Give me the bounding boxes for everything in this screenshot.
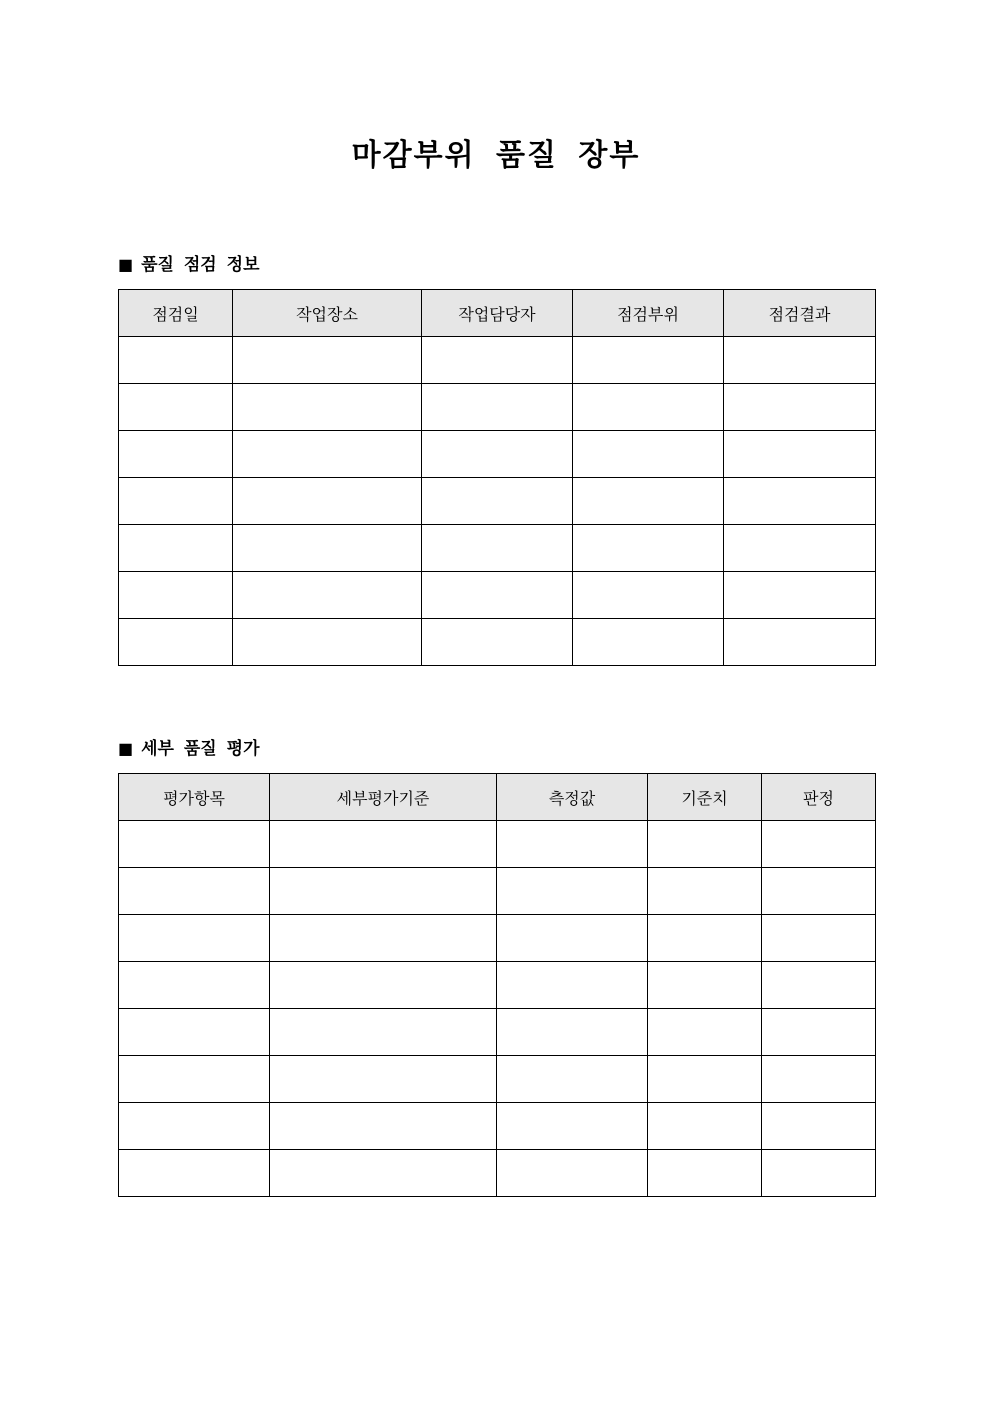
table-cell[interactable]: [233, 384, 422, 431]
table-cell[interactable]: [573, 478, 724, 525]
table-cell[interactable]: [233, 619, 422, 666]
table-cell[interactable]: [119, 868, 270, 915]
table-cell[interactable]: [762, 962, 876, 1009]
table-header-row: [119, 774, 876, 821]
table-row: [119, 1009, 876, 1056]
table-row: [119, 821, 876, 868]
table-cell[interactable]: [119, 619, 233, 666]
table-cell[interactable]: [119, 478, 233, 525]
table-cell[interactable]: [422, 525, 573, 572]
section-heading-label: 품질 점검 정보: [141, 255, 260, 275]
table-cell[interactable]: [270, 868, 497, 915]
table-cell[interactable]: [648, 1009, 762, 1056]
detail-evaluation-table: [118, 773, 876, 1197]
table-cell[interactable]: [724, 431, 876, 478]
table-cell[interactable]: [648, 868, 762, 915]
table-cell[interactable]: [724, 478, 876, 525]
table-cell[interactable]: [233, 525, 422, 572]
table-cell[interactable]: [270, 1056, 497, 1103]
table-cell[interactable]: [762, 1103, 876, 1150]
table-cell[interactable]: [422, 619, 573, 666]
column-header-evaluation-item: 평가항목: [119, 774, 270, 821]
table-cell[interactable]: [762, 1009, 876, 1056]
table-cell[interactable]: [119, 1009, 270, 1056]
table-cell[interactable]: [497, 915, 648, 962]
table-row: [119, 431, 876, 478]
table-cell[interactable]: [119, 337, 233, 384]
table-header-row: [119, 290, 876, 337]
table-cell[interactable]: [648, 915, 762, 962]
table-row: [119, 384, 876, 431]
column-header-measured-value: 측정값: [497, 774, 648, 821]
table-row: [119, 337, 876, 384]
table-cell[interactable]: [648, 1103, 762, 1150]
table-cell[interactable]: [119, 384, 233, 431]
table-cell[interactable]: [573, 572, 724, 619]
table-row: [119, 478, 876, 525]
table-cell[interactable]: [573, 337, 724, 384]
table-row: [119, 868, 876, 915]
table-cell[interactable]: [497, 1009, 648, 1056]
table-cell[interactable]: [724, 572, 876, 619]
table-cell[interactable]: [573, 525, 724, 572]
table-cell[interactable]: [648, 1150, 762, 1197]
column-header-inspection-date: 점검일: [119, 290, 233, 337]
table-cell[interactable]: [233, 572, 422, 619]
table-cell[interactable]: [233, 337, 422, 384]
table-cell[interactable]: [648, 962, 762, 1009]
table-row: [119, 915, 876, 962]
table-cell[interactable]: [422, 337, 573, 384]
table-cell[interactable]: [724, 525, 876, 572]
table-cell[interactable]: [724, 337, 876, 384]
column-header-detail-criteria: 세부평가기준: [270, 774, 497, 821]
column-header-inspected-part: 점검부위: [573, 290, 724, 337]
table-cell[interactable]: [422, 478, 573, 525]
table-cell[interactable]: [724, 384, 876, 431]
table-cell[interactable]: [573, 431, 724, 478]
section-heading-label: 세부 품질 평가: [141, 739, 260, 759]
table-cell[interactable]: [497, 962, 648, 1009]
table-cell[interactable]: [573, 384, 724, 431]
table-cell[interactable]: [270, 1150, 497, 1197]
table-cell[interactable]: [119, 962, 270, 1009]
table-cell[interactable]: [270, 1009, 497, 1056]
table-row: [119, 1056, 876, 1103]
inspection-info-table: [118, 289, 876, 666]
page-title: 마감부위 품질 장부: [351, 138, 641, 173]
table-cell[interactable]: [270, 915, 497, 962]
table-row: [119, 525, 876, 572]
table-cell[interactable]: [762, 1150, 876, 1197]
table-cell[interactable]: [497, 821, 648, 868]
table-cell[interactable]: [119, 821, 270, 868]
column-header-work-location: 작업장소: [233, 290, 422, 337]
table-cell[interactable]: [762, 821, 876, 868]
table-cell[interactable]: [497, 1150, 648, 1197]
table-cell[interactable]: [119, 1103, 270, 1150]
table-cell[interactable]: [233, 431, 422, 478]
table-cell[interactable]: [119, 525, 233, 572]
section-heading-detail-evaluation: [118, 737, 260, 761]
table-cell[interactable]: [648, 1056, 762, 1103]
table-row: [119, 962, 876, 1009]
table-cell[interactable]: [270, 962, 497, 1009]
table-cell[interactable]: [573, 619, 724, 666]
table-cell[interactable]: [422, 572, 573, 619]
table-cell[interactable]: [422, 384, 573, 431]
column-header-inspection-result: 점검결과: [724, 290, 876, 337]
table-cell[interactable]: [497, 1103, 648, 1150]
table-cell[interactable]: [270, 821, 497, 868]
section-heading-inspection-info: [118, 253, 260, 277]
square-bullet-icon: ■: [118, 255, 134, 274]
table-cell[interactable]: [270, 1103, 497, 1150]
table-row: [119, 1150, 876, 1197]
table-cell[interactable]: [119, 1056, 270, 1103]
table-cell[interactable]: [648, 821, 762, 868]
table-cell[interactable]: [724, 619, 876, 666]
column-header-worker-in-charge: 작업담당자: [422, 290, 573, 337]
table-cell[interactable]: [233, 478, 422, 525]
table-cell[interactable]: [762, 915, 876, 962]
table-cell[interactable]: [119, 1150, 270, 1197]
table-row: [119, 1103, 876, 1150]
table-cell[interactable]: [497, 1056, 648, 1103]
table-cell[interactable]: [119, 572, 233, 619]
table-cell[interactable]: [119, 431, 233, 478]
table-cell[interactable]: [422, 431, 573, 478]
table-row: [119, 572, 876, 619]
table-cell[interactable]: [762, 868, 876, 915]
table-cell[interactable]: [119, 915, 270, 962]
table-cell[interactable]: [497, 868, 648, 915]
table-cell[interactable]: [762, 1056, 876, 1103]
square-bullet-icon: ■: [118, 739, 134, 758]
column-header-judgment: 판정: [762, 774, 876, 821]
column-header-standard-value: 기준치: [648, 774, 762, 821]
table-row: [119, 619, 876, 666]
